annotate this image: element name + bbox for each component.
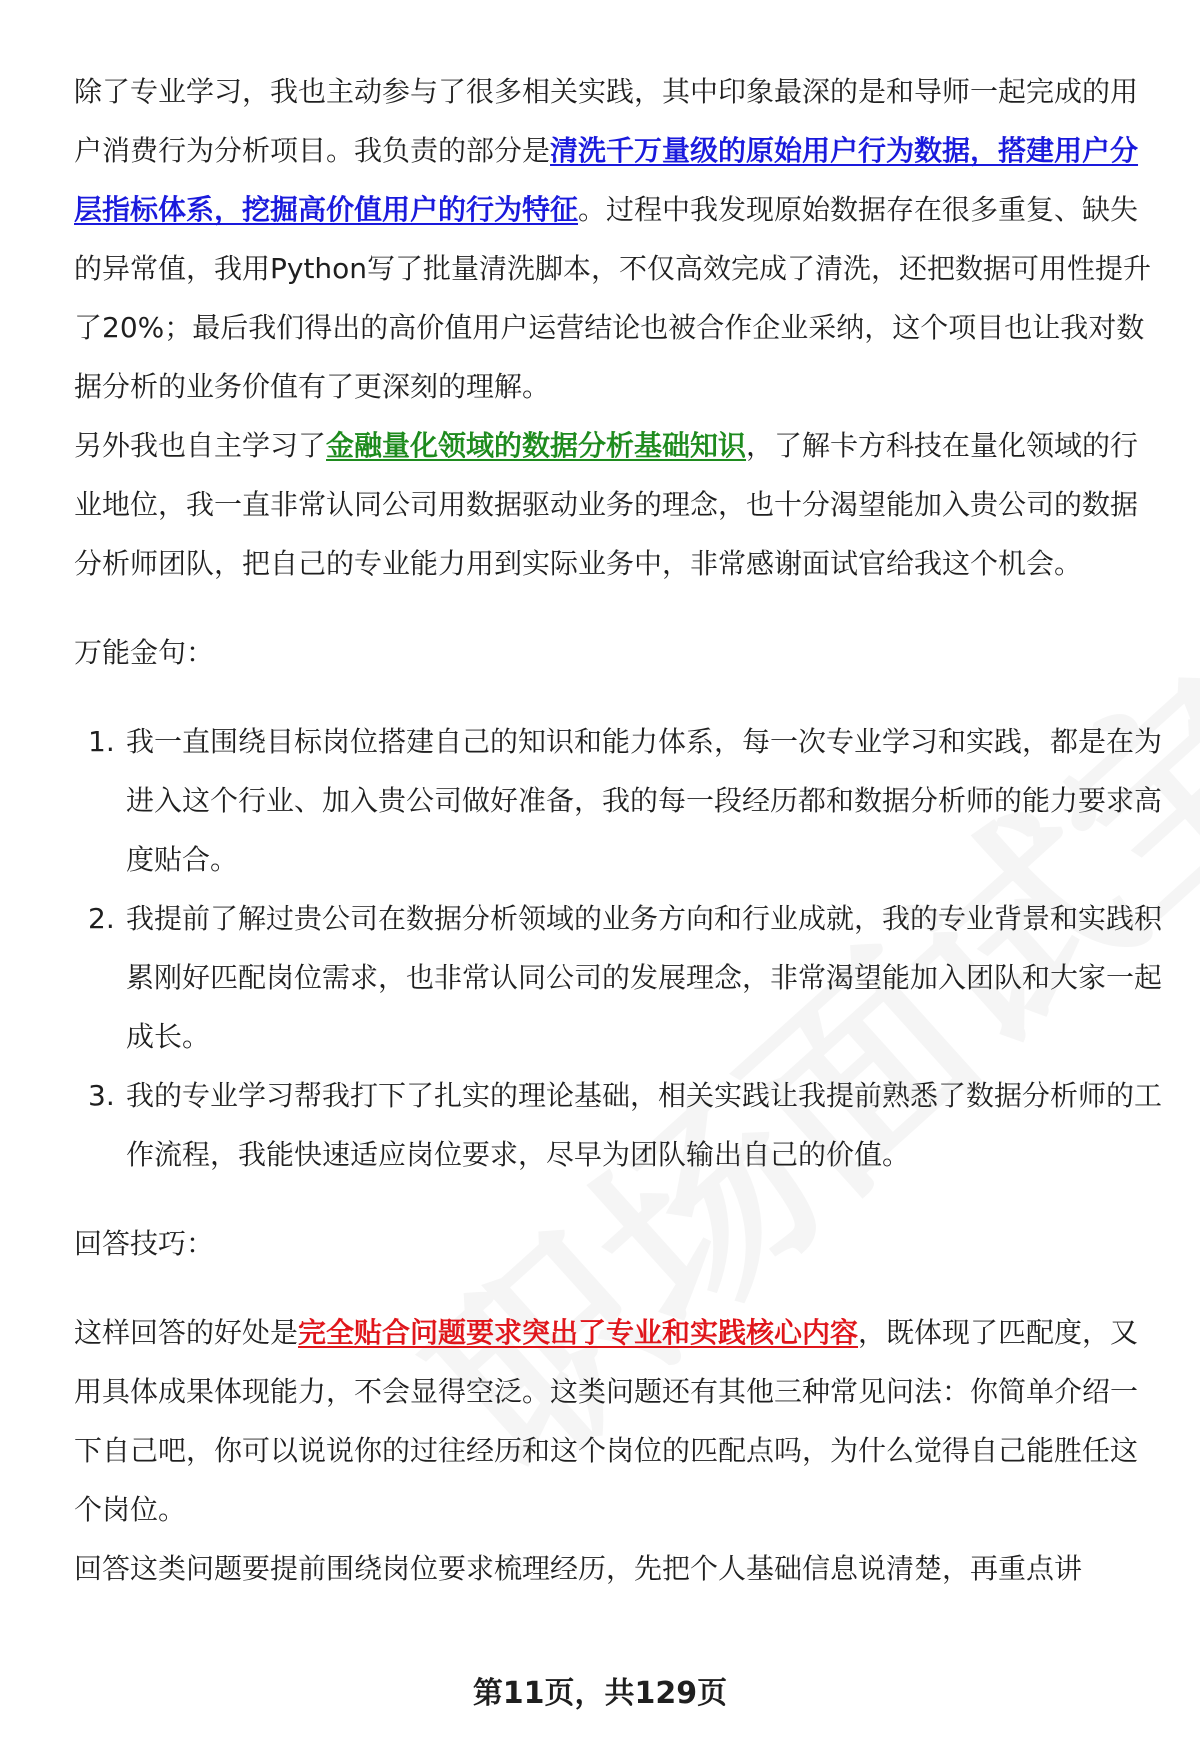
- golden-sentences-list: [74, 712, 1164, 1184]
- answer-tips-label: 回答技巧：: [74, 1227, 215, 1260]
- paragraph-text: 除了专业学习，我也主动参与了很多相关实践，其中印象最深的是和导师一起完成的用户消费行为分析项目。我负责的部分是: [74, 75, 1139, 167]
- paragraph-answer-method: 回答这类问题要提前围绕岗位要求梳理经历，先把个人基础信息说清楚，再重点讲: [74, 1552, 1083, 1585]
- page-number-footer: 第11页，共129页: [472, 1676, 728, 1711]
- highlight-red: 完全贴合问题要求突出了专业和实践核心内容: [298, 1316, 859, 1349]
- list-item-text: 我一直围绕目标岗位搭建自己的知识和能力体系，每一次专业学习和实践，都是在为进入这个行业、加入贵公司做好准备，我的每一段经历都和数据分析师的能力要求高度贴合。: [126, 725, 1163, 876]
- list-item-number: 3.: [88, 1079, 115, 1112]
- page-content: [74, 62, 1164, 1598]
- paragraph-text: 另外我也自主学习了: [74, 429, 327, 462]
- list-item-text: 我的专业学习帮我打下了扎实的理论基础，相关实践让我提前熟悉了数据分析师的工作流程，我能快速适应岗位要求，尽早为团队输出自己的价值。: [126, 1079, 1163, 1171]
- list-item: [74, 889, 1164, 1066]
- paragraph-project-experience: [74, 62, 1164, 416]
- list-item-number: 1.: [88, 725, 115, 758]
- highlight-blue: 清洗千万量级的原始用户行为数据，搭建用户分层指标体系，挖掘高价值用户的行为特征: [74, 134, 1139, 226]
- golden-sentences-label: 万能金句：: [74, 636, 215, 669]
- list-item: [74, 712, 1164, 889]
- paragraph-self-study: [74, 416, 1164, 593]
- highlight-green: 金融量化领域的数据分析基础知识: [326, 429, 747, 462]
- paragraph-answer-benefits: [74, 1303, 1164, 1539]
- paragraph-text: 这样回答的好处是: [74, 1316, 299, 1349]
- list-item-number: 2.: [88, 902, 115, 935]
- paragraph-text: ，了解卡方科技在量化领域的行业地位，我一直非常认同公司用数据驱动业务的理念，也十分渴望能加入贵公司的数据分析师团队，把自己的专业能力用到实际业务中，非常感谢面试官给我这个机会。: [74, 429, 1139, 580]
- list-item-text: 我提前了解过贵公司在数据分析领域的业务方向和行业成就，我的专业背景和实践积累刚好匹配岗位需求，也非常认同公司的发展理念，非常渴望能加入团队和大家一起成长。: [126, 902, 1163, 1053]
- paragraph-text: ，既体现了匹配度，又用具体成果体现能力，不会显得空泛。这类问题还有其他三种常见问法：你简单介绍一下自己吧，你可以说说你的过往经历和这个岗位的匹配点吗，为什么觉得自己能胜任这个岗位。: [74, 1316, 1139, 1526]
- list-item: [74, 1066, 1164, 1184]
- paragraph-text: 。过程中我发现原始数据存在很多重复、缺失的异常值，我用Python写了批量清洗脚本，不仅高效完成了清洗，还把数据可用性提升了20%；最后我们得出的高价值用户运营结论也被合作企业采纳，这个项目也让我对数据分析的业务价值有了更深刻的理解。: [74, 193, 1152, 403]
